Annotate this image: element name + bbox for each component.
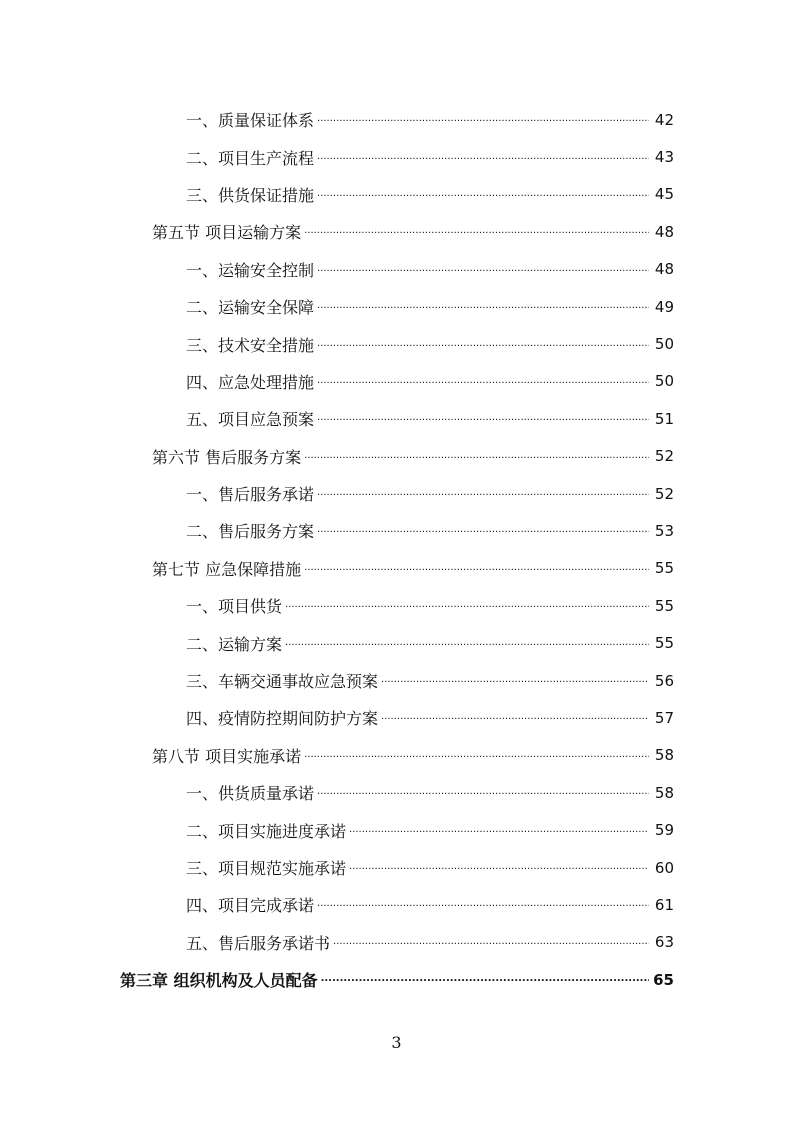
toc-leader-dots <box>333 929 649 945</box>
toc-entry[interactable] <box>0 475 793 512</box>
toc-entry-title: 二、运输安全保障 <box>186 298 315 318</box>
toc-leader-dots <box>317 517 649 533</box>
toc-entry-page: 55 <box>654 634 674 653</box>
toc-entry[interactable] <box>0 363 793 400</box>
toc-entry-page: 61 <box>654 895 674 914</box>
toc-entry-page: 51 <box>654 409 674 428</box>
toc-entry[interactable] <box>0 886 793 923</box>
toc-entry-title: 三、车辆交通事故应急预案 <box>186 672 379 692</box>
toc-entry-title: 一、供货质量承诺 <box>186 784 315 804</box>
toc-entry[interactable] <box>0 587 793 624</box>
toc-entry[interactable] <box>0 288 793 325</box>
toc-leader-dots <box>317 293 649 309</box>
toc-entry[interactable] <box>0 662 793 699</box>
toc-entry-page: 56 <box>654 671 674 690</box>
toc-leader-dots <box>317 405 649 421</box>
toc-entry-page: 42 <box>654 110 674 129</box>
toc-entry-title: 三、技术安全措施 <box>186 335 315 355</box>
toc-leader-dots <box>317 779 649 795</box>
toc-leader-dots <box>304 443 649 459</box>
toc-entry-title: 第六节 售后服务方案 <box>152 447 302 467</box>
toc-entry[interactable] <box>0 101 793 138</box>
toc-entry[interactable] <box>0 849 793 886</box>
toc-leader-dots <box>317 480 649 496</box>
toc-entry-title: 二、售后服务方案 <box>186 522 315 542</box>
toc-entry-title: 四、疫情防控期间防护方案 <box>186 709 379 729</box>
toc-entry-page: 65 <box>653 970 674 989</box>
toc-entry[interactable] <box>0 138 793 175</box>
toc-entry-title: 二、项目实施进度承诺 <box>186 821 347 841</box>
toc-leader-dots <box>285 630 649 646</box>
toc-entry-title: 第五节 项目运输方案 <box>152 223 302 243</box>
toc-entry-title: 二、运输方案 <box>186 634 283 654</box>
toc-entry-page: 48 <box>654 260 674 279</box>
toc-entry[interactable] <box>0 737 793 774</box>
toc-entry[interactable] <box>0 213 793 250</box>
toc-entry-page: 43 <box>654 148 674 167</box>
toc-entry-title: 一、运输安全控制 <box>186 260 315 280</box>
toc-leader-dots <box>381 704 649 720</box>
toc-entry[interactable] <box>0 512 793 549</box>
toc-entry[interactable] <box>0 811 793 848</box>
toc-leader-dots <box>317 181 649 197</box>
toc-entry-page: 52 <box>654 447 674 466</box>
toc-entry-page: 50 <box>654 335 674 354</box>
toc-entry[interactable] <box>0 400 793 437</box>
toc-entry-title: 第八节 项目实施承诺 <box>152 746 302 766</box>
toc-entry-title: 二、项目生产流程 <box>186 148 315 168</box>
toc-entry[interactable] <box>0 176 793 213</box>
toc-entry[interactable] <box>0 251 793 288</box>
toc-leader-dots <box>381 667 649 683</box>
toc-leader-dots <box>285 592 649 608</box>
toc-entry[interactable] <box>0 961 793 998</box>
toc-entry-title: 四、项目完成承诺 <box>186 896 315 916</box>
toc-entry-page: 50 <box>654 372 674 391</box>
toc-entry-page: 45 <box>654 185 674 204</box>
toc-entry-page: 63 <box>654 933 674 952</box>
toc-leader-dots <box>317 106 649 122</box>
toc-entry-page: 53 <box>654 521 674 540</box>
toc-entry[interactable] <box>0 325 793 362</box>
toc-entry-title: 三、供货保证措施 <box>186 185 315 205</box>
toc-leader-dots <box>317 891 649 907</box>
toc-entry-page: 58 <box>654 783 674 802</box>
toc-entry[interactable] <box>0 624 793 661</box>
toc-entry-title: 一、项目供货 <box>186 597 283 617</box>
toc-leader-dots <box>304 742 649 758</box>
toc-leader-dots <box>317 256 649 272</box>
toc-entry-page: 58 <box>654 746 674 765</box>
toc-entry[interactable] <box>0 550 793 587</box>
page-number: 3 <box>391 1033 402 1052</box>
toc-leader-dots <box>317 368 649 384</box>
toc-entry-title: 第三章 组织机构及人员配备 <box>120 971 318 991</box>
toc-entry-page: 52 <box>654 484 674 503</box>
toc-leader-dots <box>317 144 649 160</box>
toc-entry-page: 55 <box>654 596 674 615</box>
toc-entry[interactable] <box>0 774 793 811</box>
toc-entry-title: 五、项目应急预案 <box>186 410 315 430</box>
toc-entry-title: 一、质量保证体系 <box>186 111 315 131</box>
toc-leader-dots <box>304 555 649 571</box>
toc-entry-page: 59 <box>654 821 674 840</box>
toc-entry-page: 48 <box>654 222 674 241</box>
table-of-contents <box>0 101 793 998</box>
toc-entry-title: 三、项目规范实施承诺 <box>186 859 347 878</box>
toc-entry-title: 五、售后服务承诺书 <box>186 933 331 953</box>
toc-entry-title: 一、售后服务承诺 <box>186 485 315 505</box>
toc-entry-page: 60 <box>654 858 674 877</box>
toc-entry-page: 49 <box>654 297 674 316</box>
toc-entry-page: 55 <box>654 559 674 578</box>
toc-entry-title: 第七节 应急保障措施 <box>152 559 302 579</box>
toc-leader-dots <box>349 854 649 870</box>
toc-entry[interactable] <box>0 438 793 475</box>
toc-leader-dots <box>321 966 649 982</box>
toc-entry-title: 四、应急处理措施 <box>186 372 315 392</box>
toc-entry-page: 57 <box>654 708 674 727</box>
toc-leader-dots <box>349 817 649 833</box>
toc-entry[interactable] <box>0 924 793 961</box>
toc-leader-dots <box>304 218 649 234</box>
toc-leader-dots <box>317 331 649 347</box>
toc-entry[interactable] <box>0 699 793 736</box>
